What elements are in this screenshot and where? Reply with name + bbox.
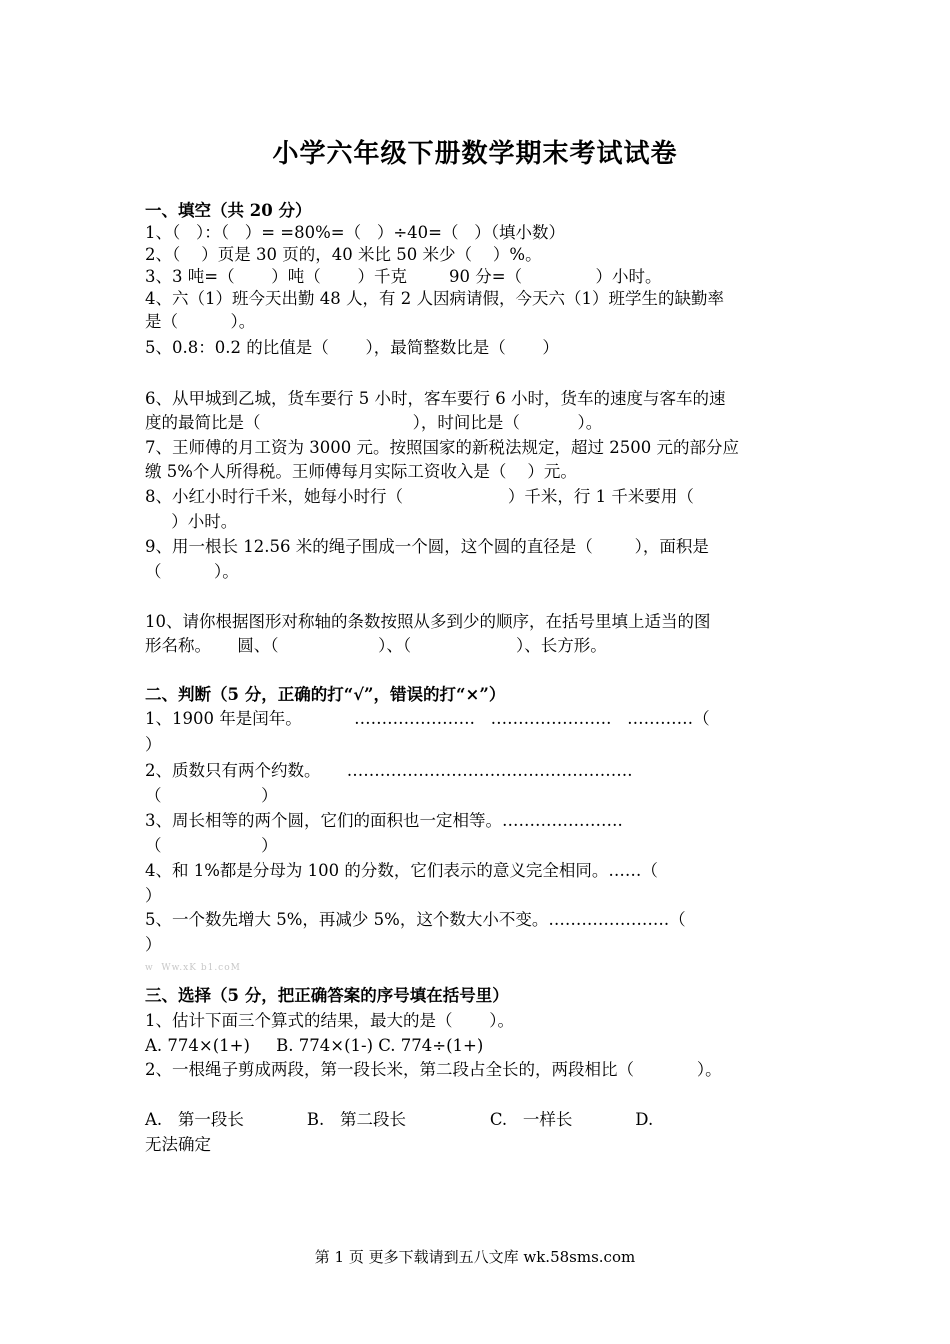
question-line: 1、估计下面三个算式的结果，最大的是（ ）。 (145, 1011, 514, 1030)
watermark-text: w Ww.xK b1.coM (145, 963, 241, 973)
question-line: ） (145, 886, 162, 905)
question-line: 缴 5%个人所得税。王师傅每月实际工资收入是（ ）元。 (145, 462, 577, 481)
question-line: A. 774×(1+) B. 774×(1-) C. 774÷(1+) (145, 1036, 484, 1055)
section-heading-true-false: 二、判断（5 分，正确的打“√”，错误的打“×”） (145, 685, 506, 704)
question-line: 3、周长相等的两个圆，它们的面积也一定相等。…………………. (145, 811, 623, 830)
question-line: 4、六（1）班今天出勤 48 人，有 2 人因病请假，今天六（1）班学生的缺勤率 (145, 289, 724, 308)
question-line: 2、质数只有两个约数。 ……………………………………………. (145, 761, 633, 780)
question-line: 8、小红小时行千米，她每小时行（ ）千米，行 1 千米要用（ (145, 487, 694, 506)
question-line: 9、用一根长 12.56 米的绳子围成一个圆，这个圆的直径是（ ），面积是 (145, 537, 709, 556)
question-line: 无法确定 (145, 1135, 211, 1154)
question-line: A. 第一段长 B. 第二段长 C. 一样长 D. (145, 1110, 654, 1129)
question-line: 形名称。 圆、（ ）、（ ）、长方形。 (145, 636, 607, 655)
question-line: 1、（ ）：（ ）= =80%=（ ）÷40=（ ）（填小数） (145, 223, 565, 242)
question-line: 4、和 1%都是分母为 100 的分数，它们表示的意义完全相同。……（ (145, 861, 658, 880)
question-line: 7、王师傅的月工资为 3000 元。按照国家的新税法规定，超过 2500 元的部分应 (145, 438, 739, 457)
question-line: （ ） (145, 836, 278, 855)
question-line: 度的最简比是（ ），时间比是（ ）。 (145, 413, 603, 432)
question-line: ）小时。 (145, 512, 238, 531)
question-line: （ ）。 (145, 562, 239, 581)
question-line: 是（ ）。 (145, 312, 256, 331)
page-title: 小学六年级下册数学期末考试试卷 (272, 139, 678, 169)
question-line: 10、请你根据图形对称轴的条数按照从多到少的顺序，在括号里填上适当的图 (145, 612, 711, 631)
question-line: ） (145, 935, 162, 954)
question-line: 2、（ ）页是 30 页的，40 米比 50 米少（ ）%。 (145, 245, 542, 264)
question-line: 6、从甲城到乙城，货车要行 5 小时，客车要行 6 小时，货车的速度与客车的速 (145, 389, 726, 408)
question-line: 5、0.8：0.2 的比值是（ ），最简整数比是（ ） (145, 338, 559, 357)
question-line: （ ） (145, 786, 278, 805)
question-line: 3、3 吨=（ ）吨（ ）千克 90 分=（ ）小时。 (145, 267, 662, 286)
section-heading-multiple-choice: 三、选择（5 分，把正确答案的序号填在括号里） (145, 986, 509, 1005)
question-line: 1、1900 年是闰年。 …………………. …………………. …………（ (145, 709, 710, 728)
question-line: 2、一根绳子剪成两段，第一段长米，第二段占全长的，两段相比（ ）。 (145, 1060, 722, 1079)
question-line: 5、一个数先增大 5%，再减少 5%，这个数大小不变。………………….（ (145, 910, 686, 929)
section-heading-fill-blank: 一、填空（共 20 分） (145, 201, 312, 220)
page-footer: 第 1 页 更多下载请到五八文库 wk.58sms.com (314, 1248, 636, 1266)
question-line: ） (145, 735, 162, 754)
